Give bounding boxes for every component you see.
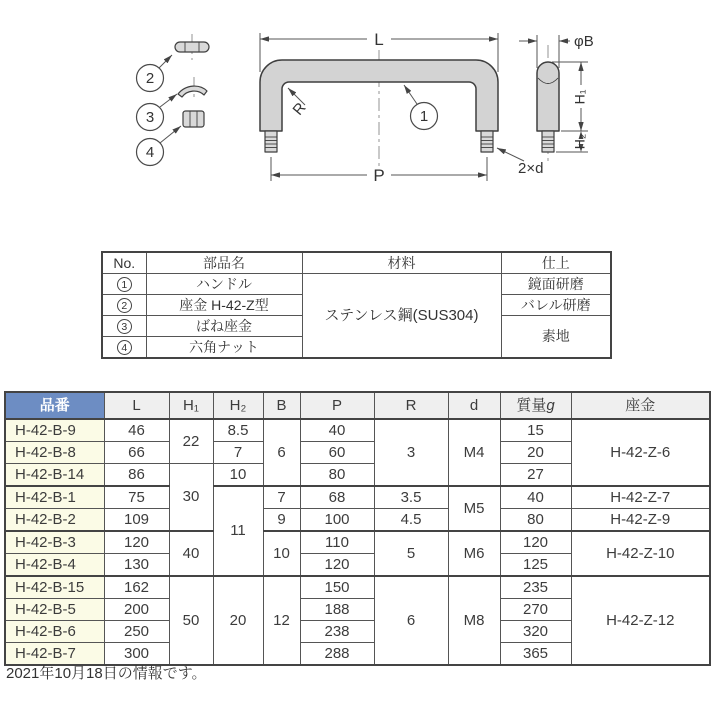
spec-header-L: L <box>104 392 169 419</box>
cell-weight: 20 <box>500 442 571 464</box>
cell-weight: 320 <box>500 621 571 643</box>
cell-code: H-42-B-14 <box>5 464 104 487</box>
cell-P: 120 <box>300 554 374 577</box>
part-number-cell <box>102 274 146 295</box>
cell-weight: 15 <box>500 419 571 442</box>
cell-H2: 7 <box>213 442 263 464</box>
cell-weight: 125 <box>500 554 571 577</box>
part-finish-cell: 鏡面研磨 <box>501 274 611 295</box>
part-name-cell: ハンドル <box>146 274 302 295</box>
info-date-note: 2021年10月18日の情報です。 <box>6 665 207 682</box>
parts-row <box>102 274 611 295</box>
cell-P: 40 <box>300 419 374 442</box>
part-finish-cell: バレル研磨 <box>501 295 611 316</box>
cell-L: 46 <box>104 419 169 442</box>
cell-code: H-42-B-4 <box>5 554 104 577</box>
cell-d: M4 <box>448 419 500 486</box>
callout-3-number: 3 <box>145 109 155 126</box>
right-stud <box>481 131 493 152</box>
part-material-cell: ステンレス鋼(SUS304) <box>302 274 501 359</box>
cell-L: 109 <box>104 509 169 532</box>
spec-header-code: 品番 <box>5 392 104 419</box>
cell-B: 10 <box>263 531 300 576</box>
technical-drawing <box>0 0 713 250</box>
cell-H1: 50 <box>169 576 213 665</box>
circled-number: 2 <box>117 298 132 313</box>
cell-L: 200 <box>104 599 169 621</box>
spec-row <box>5 509 710 532</box>
dim-L-label: L <box>374 30 384 49</box>
cell-code: H-42-B-7 <box>5 643 104 666</box>
circled-number: 3 <box>117 319 132 334</box>
cell-R: 3.5 <box>374 486 448 509</box>
cell-P: 188 <box>300 599 374 621</box>
cell-P: 110 <box>300 531 374 554</box>
cell-P: 100 <box>300 509 374 532</box>
cell-H2: 10 <box>213 464 263 487</box>
dim-2xd-label: 2×d <box>518 160 544 177</box>
cell-L: 162 <box>104 576 169 599</box>
hex-nut-drawing <box>183 111 204 127</box>
cell-R: 4.5 <box>374 509 448 532</box>
cell-P: 80 <box>300 464 374 487</box>
spec-row <box>5 531 710 554</box>
cell-L: 66 <box>104 442 169 464</box>
callout-1 <box>404 85 438 130</box>
cell-code: H-42-B-6 <box>5 621 104 643</box>
cell-B: 6 <box>263 419 300 486</box>
cell-weight: 235 <box>500 576 571 599</box>
parts-header-name: 部品名 <box>146 252 302 274</box>
dimension-phiB <box>519 33 594 68</box>
spec-row <box>5 486 710 509</box>
cell-P: 68 <box>300 486 374 509</box>
spec-header-row <box>5 392 710 419</box>
parts-header-no: No. <box>102 252 146 274</box>
spec-row <box>5 576 710 599</box>
callout-1-number: 1 <box>419 108 429 125</box>
cell-R: 3 <box>374 419 448 486</box>
cell-code: H-42-B-1 <box>5 486 104 509</box>
cell-L: 300 <box>104 643 169 666</box>
parts-header-row <box>102 252 611 274</box>
cell-L: 130 <box>104 554 169 577</box>
spec-header-d: d <box>448 392 500 419</box>
cell-weight: 40 <box>500 486 571 509</box>
cell-H1: 22 <box>169 419 213 464</box>
cell-H1: 30 <box>169 464 213 532</box>
spec-header-P: P <box>300 392 374 419</box>
dimension-H2 <box>556 131 588 152</box>
cell-weight: 120 <box>500 531 571 554</box>
callout-2-number: 2 <box>145 70 155 87</box>
cell-B: 9 <box>263 509 300 532</box>
callout-2 <box>137 55 173 92</box>
callout-4 <box>137 126 182 166</box>
cell-washer: H-42-Z-10 <box>571 531 710 576</box>
cell-d: M5 <box>448 486 500 531</box>
left-stud <box>265 131 277 152</box>
part-number-cell <box>102 295 146 316</box>
cell-B: 12 <box>263 576 300 665</box>
circled-number: 4 <box>117 340 132 355</box>
cell-P: 238 <box>300 621 374 643</box>
dimension-P <box>271 157 487 185</box>
side-stud <box>542 131 554 152</box>
dim-H1-label: H₁ <box>571 89 588 105</box>
cell-R: 5 <box>374 531 448 576</box>
cell-washer: H-42-Z-7 <box>571 486 710 509</box>
cell-H2: 8.5 <box>213 419 263 442</box>
spec-header-B: B <box>263 392 300 419</box>
callout-3 <box>137 94 178 131</box>
spec-row <box>5 419 710 442</box>
spec-table <box>4 391 711 666</box>
cell-d: M8 <box>448 576 500 665</box>
spec-header-washer: 座金 <box>571 392 710 419</box>
dim-P-label: P <box>373 166 385 185</box>
handle-side-view <box>537 45 559 165</box>
cell-weight: 27 <box>500 464 571 487</box>
part-name-cell: 六角ナット <box>146 337 302 359</box>
cell-P: 150 <box>300 576 374 599</box>
part-name-cell: 座金 H-42-Z型 <box>146 295 302 316</box>
spec-header-H2: H₂ <box>213 392 263 419</box>
washer-drawing <box>175 34 209 60</box>
dimension-2xd <box>497 148 543 177</box>
spec-header-H1: H₁ <box>169 392 213 419</box>
cell-L: 250 <box>104 621 169 643</box>
cell-washer: H-42-Z-12 <box>571 576 710 665</box>
cell-d: M6 <box>448 531 500 576</box>
part-number-cell <box>102 337 146 359</box>
cell-code: H-42-B-15 <box>5 576 104 599</box>
cell-L: 75 <box>104 486 169 509</box>
part-number-cell <box>102 316 146 337</box>
cell-P: 288 <box>300 643 374 666</box>
cell-code: H-42-B-5 <box>5 599 104 621</box>
cell-weight: 365 <box>500 643 571 666</box>
dim-H2-label: H₂ <box>571 133 588 150</box>
cell-H2: 11 <box>213 486 263 576</box>
cell-P: 60 <box>300 442 374 464</box>
cell-B: 7 <box>263 486 300 509</box>
dimension-R <box>288 88 310 119</box>
dim-R-label: R <box>289 99 310 119</box>
cell-code: H-42-B-3 <box>5 531 104 554</box>
cell-washer: H-42-Z-9 <box>571 509 710 532</box>
cell-R: 6 <box>374 576 448 665</box>
spec-header-weight: 質量g <box>500 392 571 419</box>
cell-H1: 40 <box>169 531 213 576</box>
cell-weight: 80 <box>500 509 571 532</box>
spec-header-R: R <box>374 392 448 419</box>
cell-code: H-42-B-2 <box>5 509 104 532</box>
parts-table <box>101 251 612 359</box>
callout-4-number: 4 <box>145 144 155 161</box>
dim-phiB-label: φB <box>574 33 594 50</box>
circled-number: 1 <box>117 277 132 292</box>
spring-washer-drawing <box>178 77 207 100</box>
part-name-cell: ばね座金 <box>146 316 302 337</box>
cell-code: H-42-B-8 <box>5 442 104 464</box>
parts-header-finish: 仕上 <box>501 252 611 274</box>
cell-L: 86 <box>104 464 169 487</box>
cell-H2: 20 <box>213 576 263 665</box>
cell-L: 120 <box>104 531 169 554</box>
cell-weight: 270 <box>500 599 571 621</box>
parts-header-material: 材料 <box>302 252 501 274</box>
part-finish-cell: 素地 <box>501 316 611 359</box>
cell-washer: H-42-Z-6 <box>571 419 710 486</box>
cell-code: H-42-B-9 <box>5 419 104 442</box>
